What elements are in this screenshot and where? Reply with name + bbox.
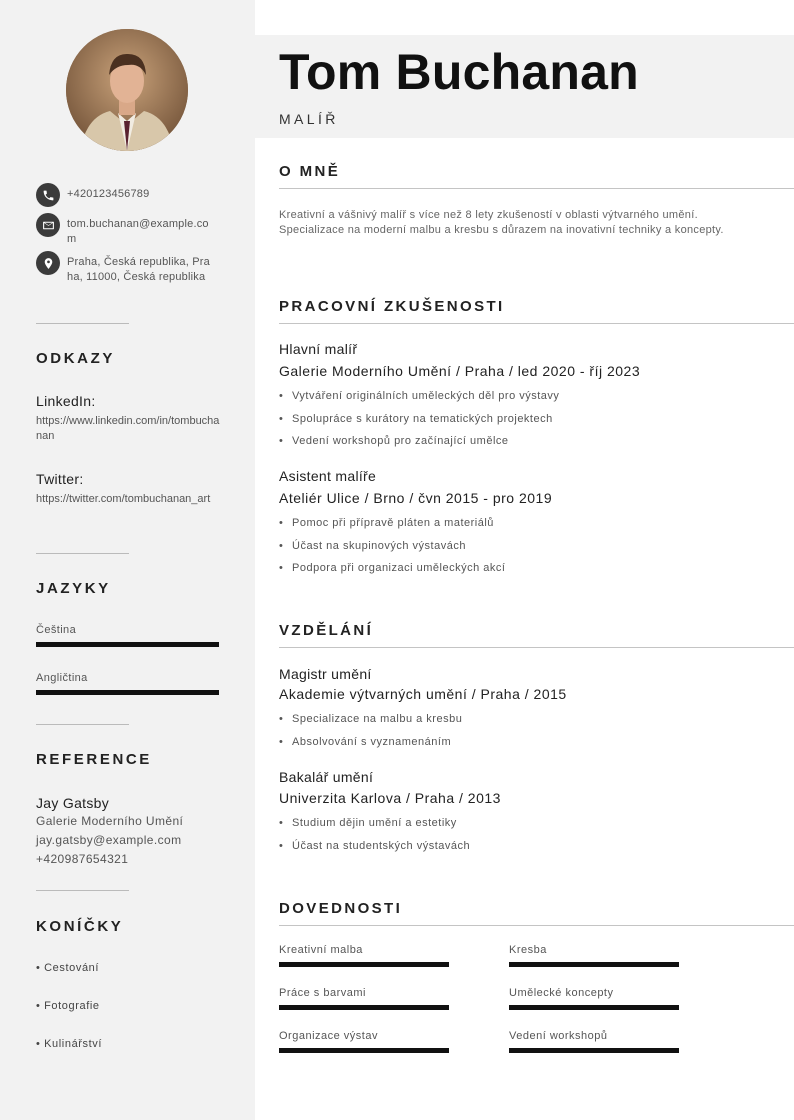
language-label: Čeština (36, 624, 77, 636)
divider (36, 323, 129, 324)
languages-heading: JAZYKY (36, 580, 111, 597)
reference-email[interactable]: jay.gatsby@example.com (36, 833, 182, 847)
experience-heading: PRACOVNÍ ZKUŠENOSTI (279, 298, 505, 315)
degree-bullet: • Studium dějin umění a estetiky (279, 817, 457, 829)
email-text[interactable]: tom.buchanan@example.com (67, 218, 209, 245)
sidebar (0, 0, 255, 1120)
skills-heading: DOVEDNOSTI (279, 900, 403, 917)
about-heading: O MNĚ (279, 163, 341, 180)
skill-label: Organizace výstav (279, 1030, 378, 1042)
divider (36, 553, 129, 554)
section-rule (279, 925, 794, 926)
skill-label: Umělecké koncepty (509, 987, 614, 999)
degree-title: Bakalář umění (279, 769, 374, 785)
language-label: Angličtina (36, 672, 88, 684)
phone-text: +420123456789 (67, 188, 150, 200)
job-bullet: • Vedení workshopů pro začínající umělce (279, 435, 509, 447)
skill-level-bar (279, 1048, 449, 1053)
hobby-item: • Cestování (36, 962, 100, 974)
job-bullet: • Účast na skupinových výstavách (279, 540, 466, 552)
job-bullet: • Pomoc při přípravě pláten a materiálů (279, 517, 494, 529)
twitter-link[interactable]: https://twitter.com/tombuchanan_art (36, 493, 211, 505)
skill-level-bar (279, 962, 449, 967)
reference-name: Jay Gatsby (36, 795, 110, 811)
hobby-label: Fotografie (44, 1000, 100, 1012)
degree-title: Magistr umění (279, 666, 372, 682)
hobby-label: Kulinářství (44, 1038, 103, 1050)
reference-heading: REFERENCE (36, 751, 152, 768)
skill-level-bar (509, 1005, 679, 1010)
hobby-item: • Fotografie (36, 1000, 100, 1012)
job-title: Hlavní malíř (279, 341, 358, 357)
job-organization: Ateliér Ulice / Brno / čvn 2015 - pro 2019 (279, 490, 553, 506)
linkedin-label: LinkedIn: (36, 393, 96, 409)
contact-phone (36, 183, 215, 207)
address-text: Praha, Česká republika, Praha, 11000, Česká republika (67, 256, 210, 283)
section-rule (279, 323, 794, 324)
skill-label: Práce s barvami (279, 987, 366, 999)
contact-address (36, 251, 215, 285)
main-content (255, 0, 794, 1120)
linkedin-link[interactable]: https://www.linkedin.com/in/tombuchanan (36, 415, 220, 442)
language-level-bar (36, 642, 219, 647)
job-organization: Galerie Moderního Umění / Praha / led 2020 - říj 2023 (279, 363, 641, 379)
location-pin-icon (36, 251, 60, 275)
job-title: Asistent malíře (279, 468, 377, 484)
skill-label: Kresba (509, 944, 547, 956)
mail-icon (36, 213, 60, 237)
section-rule (279, 647, 794, 648)
skill-label: Kreativní malba (279, 944, 363, 956)
degree-bullet: • Účast na studentských výstavách (279, 840, 470, 852)
job-bullet: • Spolupráce s kurátory na tematických projektech (279, 413, 553, 425)
reference-company: Galerie Moderního Umění (36, 814, 184, 828)
degree-institution: Univerzita Karlova / Praha / 2013 (279, 790, 501, 806)
degree-institution: Akademie výtvarných umění / Praha / 2015 (279, 686, 567, 702)
job-bullet: • Podpora při organizaci uměleckých akcí (279, 562, 505, 574)
person-name: Tom Buchanan (279, 44, 639, 100)
divider (36, 724, 129, 725)
reference-phone: +420987654321 (36, 852, 129, 866)
profile-photo (66, 29, 188, 151)
divider (36, 890, 129, 891)
hobby-item: • Kulinářství (36, 1038, 103, 1050)
links-heading: ODKAZY (36, 350, 115, 367)
skill-level-bar (279, 1005, 449, 1010)
phone-icon (36, 183, 60, 207)
person-role: MALÍŘ (279, 111, 339, 127)
job-bullet: • Vytváření originálních uměleckých děl pro výstavy (279, 390, 559, 402)
section-rule (279, 188, 794, 189)
contact-email (36, 213, 215, 247)
degree-bullet: • Specializace na malbu a kresbu (279, 713, 462, 725)
about-text: Kreativní a vášnivý malíř s více než 8 lety zkušeností v oblasti výtvarného umění. Specializace na moderní malbu a kresbu s důrazem na inovativní techniky a koncepty. (279, 209, 724, 236)
language-level-bar (36, 690, 219, 695)
skill-level-bar (509, 962, 679, 967)
hobby-label: Cestování (44, 962, 100, 974)
education-heading: VZDĚLÁNÍ (279, 622, 374, 639)
skill-level-bar (509, 1048, 679, 1053)
hobbies-heading: KONÍČKY (36, 918, 124, 935)
twitter-label: Twitter: (36, 471, 84, 487)
degree-bullet: • Absolvování s vyznamenáním (279, 736, 451, 748)
skill-label: Vedení workshopů (509, 1030, 608, 1042)
